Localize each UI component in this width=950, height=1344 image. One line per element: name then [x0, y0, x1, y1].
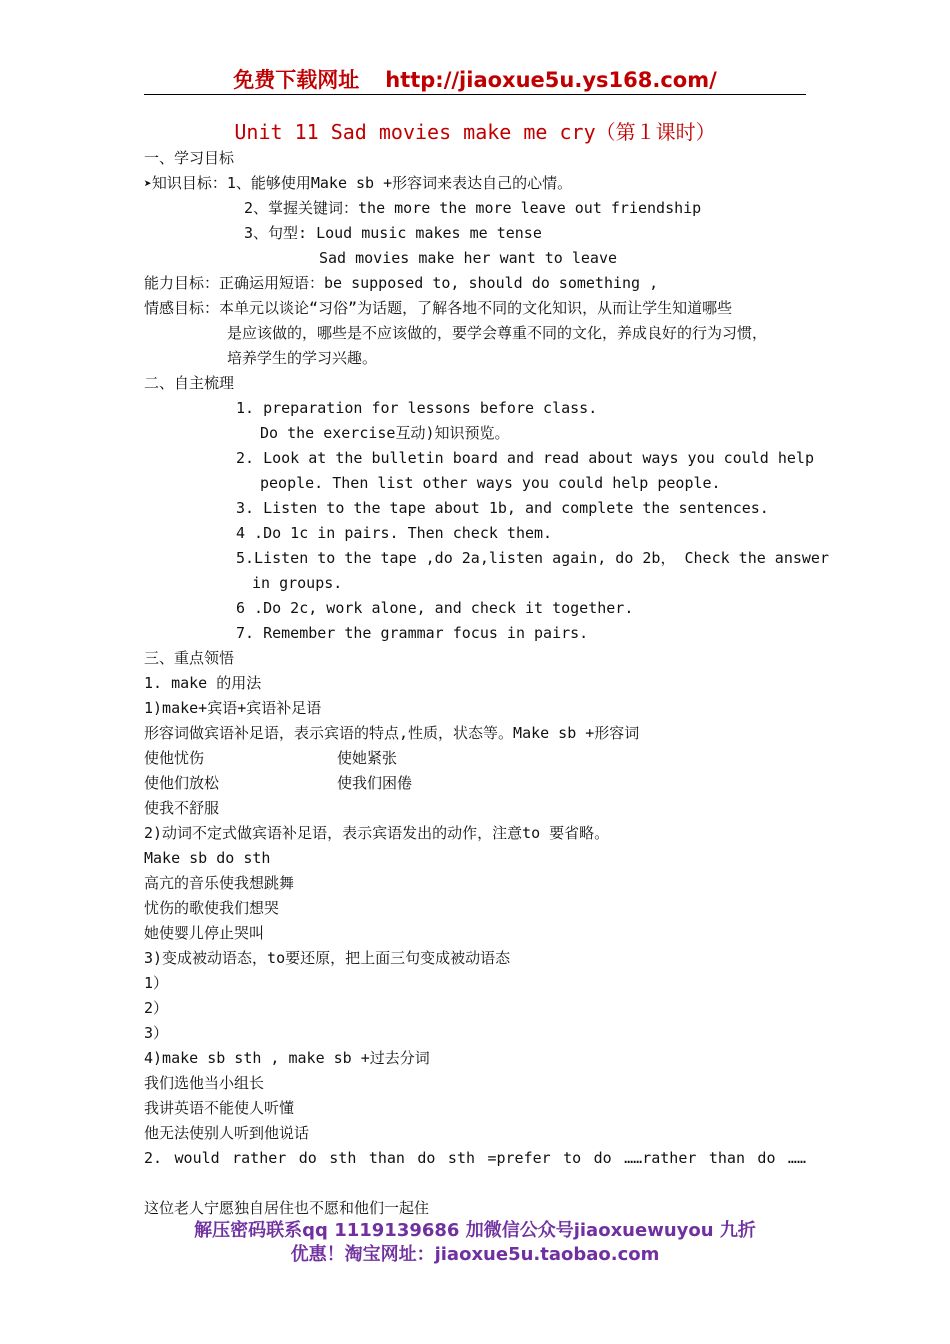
- emotion-objective-cont-2: 培养学生的学习兴趣。: [227, 349, 378, 367]
- arrow-bullet-icon: ➤: [144, 177, 152, 192]
- section-heading-self-study: 二、自主梳理: [144, 374, 235, 392]
- footer-shop-link[interactable]: 优惠！淘宝网址：jiaoxue5u.taobao.com: [290, 1244, 660, 1265]
- pattern-make-sb-sth: 4)make sb sth , make sb +过去分词: [144, 1049, 430, 1067]
- point-would-rather: 2. would rather do sth than do sth =prefer to do ……rather than do ……: [144, 1149, 806, 1167]
- infinitive-complement-note: 2)动词不定式做宾语补足语，表示宾语发出的动作，注意to 要省略。: [144, 824, 610, 842]
- footer-contact: 解压密码联系qq 1119139686 加微信公众号jiaoxuewuyou 九折: [194, 1220, 756, 1241]
- header-label: 免费下载网址: [233, 68, 360, 92]
- emotion-objective-cont-1: 是应该做的，哪些是不应该做的，要学会尊重不同的文化，养成良好的行为习惯，: [227, 324, 768, 342]
- exercise-item: 这位老人宁愿独自居住也不愿和他们一起住: [144, 1199, 430, 1217]
- pattern-make-sb-do-sth: Make sb do sth: [144, 849, 271, 867]
- step-4: 4 .Do 1c in pairs. Then check them.: [236, 524, 553, 542]
- passive-voice-note: 3)变成被动语态，to要还原，把上面三句变成被动语态: [144, 949, 511, 967]
- step-2-cont: people. Then list other ways you could help people.: [260, 474, 721, 492]
- step-5-cont: in groups.: [252, 574, 343, 592]
- adjective-complement-note: 形容词做宾语补足语，表示宾语的特点,性质，状态等。Make sb +形容词: [144, 724, 640, 742]
- step-2: 2. Look at the bulletin board and read about ways you could help: [236, 449, 814, 467]
- answer-blank-2: 2）: [144, 999, 169, 1017]
- key-words: 2、掌握关键词：the more the more leave out friendship: [244, 199, 702, 217]
- header-url-link[interactable]: http://jiaoxue5u.ys168.com/: [385, 68, 717, 92]
- lesson-title: Unit 11 Sad movies make me cry（第１课时）: [234, 120, 716, 144]
- step-1: 1. preparation for lessons before class.: [236, 399, 598, 417]
- knowledge-objective: ➤知识目标：1、能够使用Make sb +形容词来表达自己的心情。: [144, 174, 573, 192]
- point-make-complement: 1)make+宾语+宾语补足语: [144, 699, 322, 717]
- exercise-item: 我讲英语不能使人听懂: [144, 1099, 295, 1117]
- point-make-usage: 1. make 的用法: [144, 674, 262, 692]
- exercise-item: 使我们困倦: [337, 774, 413, 792]
- step-1-cont: Do the exercise互动)知识预览。: [260, 424, 510, 442]
- exercise-item: 她使婴儿停止哭叫: [144, 924, 265, 942]
- step-6: 6 .Do 2c, work alone, and check it together.: [236, 599, 634, 617]
- answer-blank-1: 1）: [144, 974, 169, 992]
- exercise-item: 使他们放松: [144, 774, 220, 792]
- exercise-item: 我们选他当小组长: [144, 1074, 265, 1092]
- step-5: 5.Listen to the tape ,do 2a,listen again, do 2b， Check the answer: [236, 549, 829, 567]
- exercise-item: 使她紧张: [337, 749, 398, 767]
- page-header: [144, 66, 806, 95]
- ability-objective: 能力目标：正确运用短语：be supposed to, should do something ,: [144, 274, 659, 292]
- emotion-objective: 情感目标：本单元以谈论“习俗”为话题，了解各地不同的文化知识，从而让学生知道哪些: [144, 299, 733, 317]
- section-heading-key-points: 三、重点领悟: [144, 649, 235, 667]
- sentence-pattern-1: 3、句型: Loud music makes me tense: [244, 224, 542, 242]
- exercise-item: 忧伤的歌使我们想哭: [144, 899, 280, 917]
- step-7: 7. Remember the grammar focus in pairs.: [236, 624, 589, 642]
- exercise-item: 他无法使别人听到他说话: [144, 1124, 310, 1142]
- sentence-pattern-2: Sad movies make her want to leave: [319, 249, 618, 267]
- answer-blank-3: 3）: [144, 1024, 169, 1042]
- step-3: 3. Listen to the tape about 1b, and complete the sentences.: [236, 499, 769, 517]
- exercise-item: 使他忧伤: [144, 749, 205, 767]
- section-heading-objectives: 一、学习目标: [144, 149, 235, 167]
- exercise-item: 高亢的音乐使我想跳舞: [144, 874, 295, 892]
- exercise-item: 使我不舒服: [144, 799, 220, 817]
